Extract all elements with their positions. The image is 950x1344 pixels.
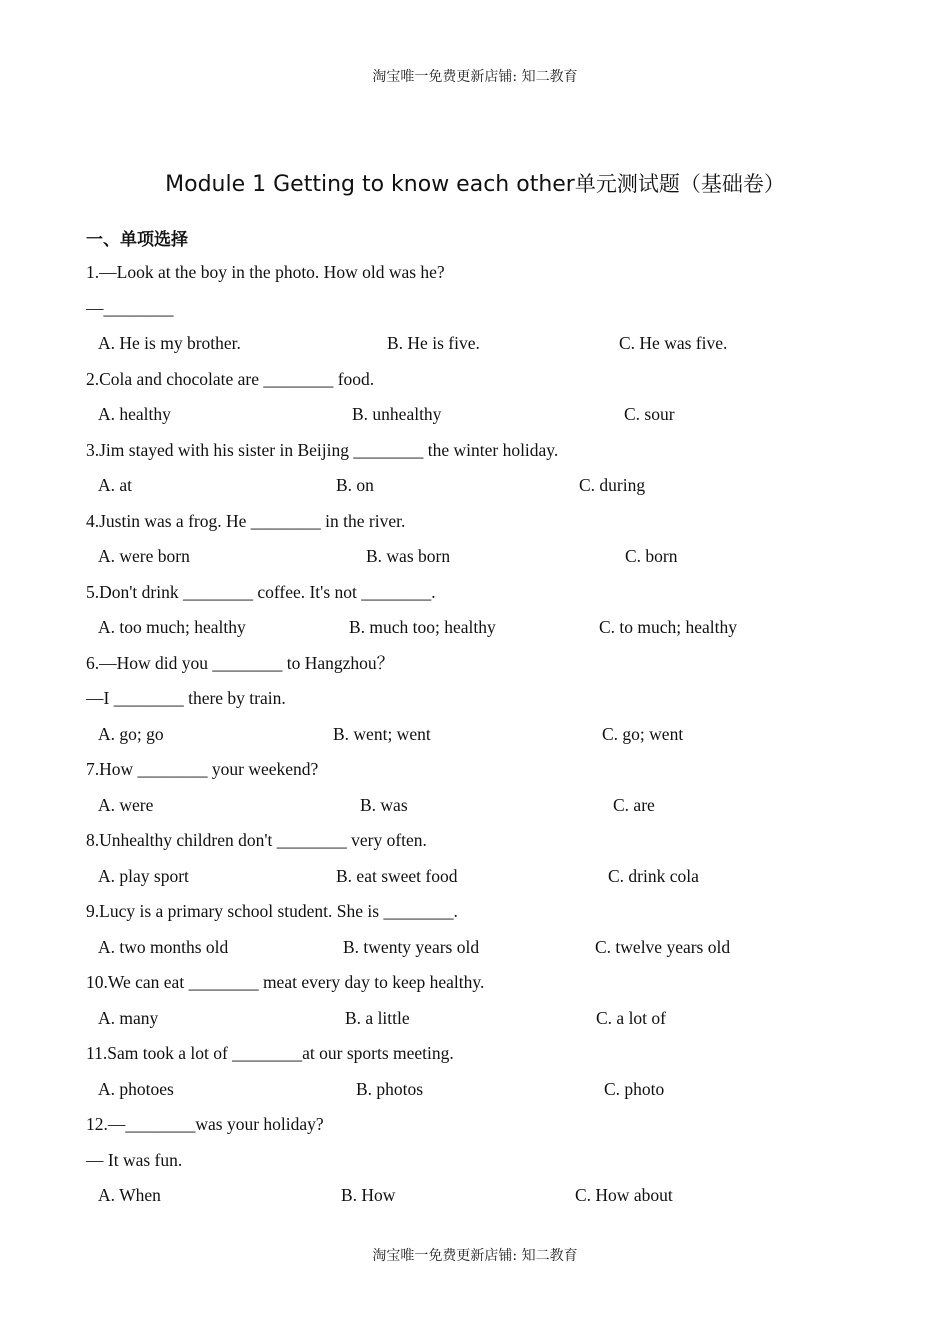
option-c: C. sour bbox=[624, 404, 675, 424]
option-c: C. How about bbox=[575, 1185, 673, 1205]
option-b: B. unhealthy bbox=[352, 404, 442, 424]
option-a: A. were born bbox=[98, 546, 190, 566]
question-text: 5.Don't drink ________ coffee. It's not ________. bbox=[86, 581, 436, 602]
option-c: C. twelve years old bbox=[595, 936, 731, 957]
option-b: B. eat sweet food bbox=[336, 865, 458, 886]
question-text: 10.We can eat ________ meat every day to keep healthy. bbox=[86, 972, 485, 992]
question-text: 8.Unhealthy children don't ________ very often. bbox=[86, 830, 427, 850]
option-a: A. too much; healthy bbox=[98, 617, 246, 637]
option-a: A. go; go bbox=[98, 723, 164, 744]
option-c: C. photo bbox=[604, 1078, 665, 1099]
option-c: C. to much; healthy bbox=[599, 617, 738, 637]
option-b: B. was born bbox=[366, 546, 451, 566]
page-title bbox=[0, 168, 950, 198]
title-english: Module 1 Getting to know each other bbox=[165, 172, 575, 197]
option-a: A. at bbox=[98, 475, 133, 495]
option-a: A. were bbox=[98, 794, 154, 815]
option-a: A. many bbox=[98, 1007, 159, 1028]
question-text: 3.Jim stayed with his sister in Beijing ________ the winter holiday. bbox=[86, 439, 559, 460]
option-a: A. play sport bbox=[98, 865, 189, 886]
option-a: A. healthy bbox=[98, 404, 171, 424]
option-b: B. a little bbox=[345, 1007, 410, 1028]
option-a: A. photoes bbox=[98, 1078, 174, 1099]
question-text: 6.—How did you ________ to Hangzhou？ bbox=[86, 652, 395, 673]
option-b: B. photos bbox=[356, 1078, 424, 1099]
question-text: 9.Lucy is a primary school student. She is ________. bbox=[86, 901, 458, 921]
option-c: C. He was five. bbox=[619, 333, 728, 353]
option-b: B. How bbox=[341, 1185, 396, 1205]
option-b: B. was bbox=[360, 794, 408, 815]
option-b: B. much too; healthy bbox=[349, 617, 496, 637]
question-continuation: — It was fun. bbox=[86, 1149, 183, 1170]
option-b: B. He is five. bbox=[387, 333, 480, 353]
question-text: 11.Sam took a lot of ________at our sports meeting. bbox=[86, 1043, 454, 1063]
option-c: C. drink cola bbox=[608, 865, 699, 886]
option-b: B. on bbox=[336, 475, 374, 495]
option-b: B. went; went bbox=[333, 723, 431, 744]
title-chinese: 单元测试题（基础卷） bbox=[574, 172, 785, 196]
option-a: A. When bbox=[98, 1185, 161, 1205]
option-c: C. during bbox=[579, 475, 646, 495]
option-b: B. twenty years old bbox=[343, 936, 480, 957]
option-c: C. are bbox=[613, 794, 655, 815]
option-a: A. He is my brother. bbox=[98, 333, 241, 353]
question-text: 1.—Look at the boy in the photo. How old was he? bbox=[86, 262, 445, 282]
option-c: C. born bbox=[625, 546, 678, 566]
option-c: C. go; went bbox=[602, 723, 684, 744]
option-c: C. a lot of bbox=[596, 1007, 666, 1028]
question-text: 2.Cola and chocolate are ________ food. bbox=[86, 368, 375, 389]
page-footer: 淘宝唯一免费更新店铺: 知二教育 bbox=[372, 1248, 578, 1264]
question-continuation: —I ________ there by train. bbox=[86, 688, 286, 708]
question-continuation: —________ bbox=[86, 297, 174, 318]
question-text: 7.How ________ your weekend? bbox=[86, 759, 319, 779]
page-header: 淘宝唯一免费更新店铺: 知二教育 bbox=[372, 69, 578, 85]
question-text: 12.—________was your holiday? bbox=[86, 1114, 324, 1134]
section-heading: 一、单项选择 bbox=[86, 230, 188, 250]
option-a: A. two months old bbox=[98, 936, 229, 957]
question-text: 4.Justin was a frog. He ________ in the river. bbox=[86, 510, 406, 531]
